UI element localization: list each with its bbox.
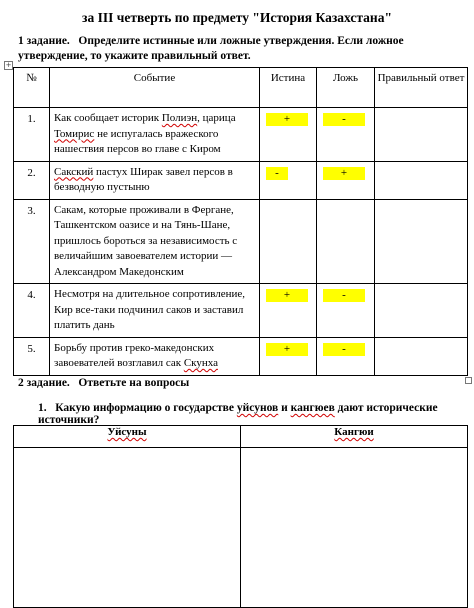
header-true: Истина <box>260 68 317 108</box>
row-number: 4. <box>14 284 50 338</box>
false-cell[interactable] <box>317 161 375 199</box>
answers-row <box>14 448 468 608</box>
false-mark: + <box>323 167 365 180</box>
true-cell[interactable] <box>260 161 317 199</box>
task2-heading <box>18 377 189 389</box>
true-mark: + <box>266 343 308 356</box>
false-mark: - <box>323 289 365 302</box>
usuns-answer-cell[interactable] <box>14 448 241 608</box>
header-kangju: Кангюи <box>241 426 468 448</box>
task2-instruction: Ответьте на вопросы <box>78 377 190 389</box>
table-row <box>14 108 468 162</box>
true-mark: - <box>266 167 288 180</box>
row-number: 1. <box>14 108 50 162</box>
table-row <box>14 199 468 284</box>
correct-answer-cell[interactable] <box>375 337 468 375</box>
row-number: 3. <box>14 199 50 284</box>
row-event[interactable]: Сакам, которые проживали в Фергане, Ташкентском оазисе и на Тянь-Шане, пришлось бороться за независимость с величайшим завоевателем истории — Александром Македонским <box>50 199 260 284</box>
row-event[interactable]: Как сообщает историк Полиэн, царица Томирис не испугалась вражеского нашествия персов во главе с Киром <box>50 108 260 162</box>
false-mark: - <box>323 343 365 356</box>
table-move-handle-icon[interactable]: + <box>5 61 12 69</box>
table-row <box>14 161 468 199</box>
row-number: 5. <box>14 337 50 375</box>
correct-answer-cell[interactable] <box>375 199 468 284</box>
table-row <box>14 337 468 375</box>
header-correct-answer: Правильный ответ <box>375 68 468 108</box>
row-number: 2. <box>14 161 50 199</box>
true-mark: + <box>266 289 308 302</box>
task1-label: 1 задание. <box>18 35 70 47</box>
false-cell[interactable] <box>317 337 375 375</box>
row-event[interactable]: Сакский пастух Ширак завел персов в безводную пустыню <box>50 161 260 199</box>
answers-table <box>13 425 468 608</box>
header-false: Ложь <box>317 68 375 108</box>
document-title: за III четверть по предмету "История Казахстана" <box>82 10 392 25</box>
task1-instruction: Определите истинные или ложные утверждения. Если ложное утверждение, то укажите правильный ответ. <box>18 35 404 62</box>
table-header-row <box>14 68 468 108</box>
question-number: 1. <box>38 402 47 414</box>
row-event[interactable]: Несмотря на длительное сопротивление, Кир все-таки подчинил саков и заставил платить дань <box>50 284 260 338</box>
true-cell[interactable] <box>260 284 317 338</box>
true-cell[interactable] <box>260 337 317 375</box>
answers-header-row <box>14 426 468 448</box>
header-usuns: Уйсуны <box>14 426 241 448</box>
false-cell[interactable] <box>317 108 375 162</box>
task2-label: 2 задание. <box>18 377 70 389</box>
row-event[interactable]: Борьбу против греко-македонских завоевателей возглавил сак Скунха <box>50 337 260 375</box>
correct-answer-cell[interactable] <box>375 108 468 162</box>
table-row <box>14 284 468 338</box>
header-event: Событие <box>50 68 260 108</box>
false-mark: - <box>323 113 365 126</box>
false-cell[interactable] <box>317 199 375 284</box>
correct-answer-cell[interactable] <box>375 284 468 338</box>
true-mark: + <box>266 113 308 126</box>
true-cell[interactable] <box>260 108 317 162</box>
question-1: 1. Какую информацию о государстве уйсунов и кангюев дают исторические источники? <box>38 402 438 426</box>
true-cell[interactable] <box>260 199 317 284</box>
task1-heading <box>18 34 458 64</box>
false-cell[interactable] <box>317 284 375 338</box>
correct-answer-cell[interactable] <box>375 161 468 199</box>
header-number: № <box>14 68 50 108</box>
true-false-table <box>13 67 468 376</box>
table-resize-handle-icon[interactable] <box>465 377 472 384</box>
kangju-answer-cell[interactable] <box>241 448 468 608</box>
